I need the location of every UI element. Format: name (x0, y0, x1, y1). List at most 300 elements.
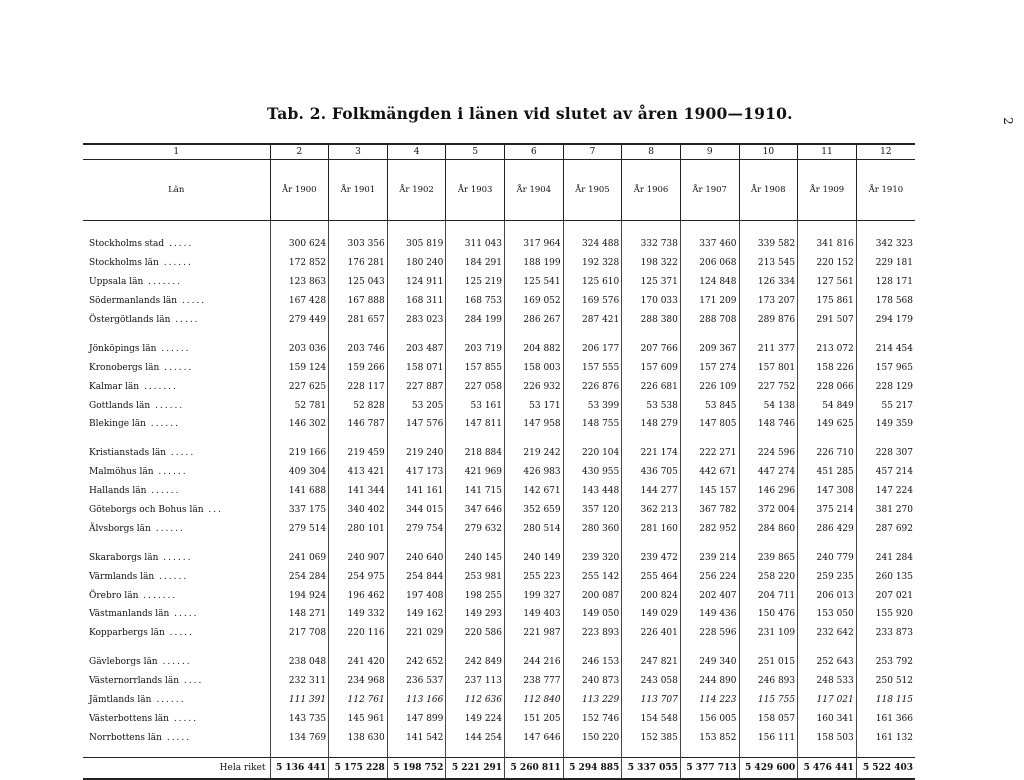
value-cell: 457 214 (856, 463, 915, 482)
value-cell: 150 220 (563, 728, 622, 747)
value-cell: 206 013 (798, 586, 857, 605)
value-cell: 158 226 (798, 358, 857, 377)
value-cell: 241 284 (856, 548, 915, 567)
value-cell: 220 152 (798, 254, 857, 273)
spacer-cell (270, 329, 329, 339)
value-cell: 249 340 (680, 653, 739, 672)
value-cell: 254 284 (270, 567, 329, 586)
value-cell: 220 586 (446, 624, 505, 643)
spacer-cell (505, 434, 564, 444)
value-cell: 246 153 (563, 653, 622, 672)
value-cell: 125 610 (563, 273, 622, 292)
spacer-cell (622, 643, 681, 653)
value-cell: 196 462 (329, 586, 388, 605)
value-cell: 148 271 (270, 605, 329, 624)
spacer-cell (680, 538, 739, 548)
spacer-cell (387, 434, 446, 444)
value-cell: 149 436 (680, 605, 739, 624)
group-spacer (83, 643, 915, 653)
value-cell: 199 327 (505, 586, 564, 605)
county-name-cell (83, 548, 270, 567)
total-value: 5 337 055 (622, 758, 681, 780)
spacer-cell (680, 643, 739, 653)
value-cell: 244 216 (505, 653, 564, 672)
value-cell: 149 625 (798, 415, 857, 434)
value-cell: 126 334 (739, 273, 798, 292)
spacer-cell (446, 538, 505, 548)
value-cell: 255 223 (505, 567, 564, 586)
value-cell: 239 472 (622, 548, 681, 567)
value-cell: 192 328 (563, 254, 622, 273)
value-cell: 217 708 (270, 624, 329, 643)
value-cell: 252 643 (798, 653, 857, 672)
value-cell: 147 958 (505, 415, 564, 434)
value-cell: 173 207 (739, 292, 798, 311)
value-cell: 149 029 (622, 605, 681, 624)
table-row (83, 548, 915, 567)
county-name-cell (83, 672, 270, 691)
value-cell: 159 266 (329, 358, 388, 377)
table-row (83, 728, 915, 747)
spacer-cell (83, 538, 270, 548)
county-name: Malmöhus län (89, 467, 154, 478)
value-cell: 203 036 (270, 339, 329, 358)
value-cell: 226 876 (563, 377, 622, 396)
value-cell: 159 124 (270, 358, 329, 377)
value-cell: 344 015 (387, 501, 446, 520)
value-cell: 243 058 (622, 672, 681, 691)
value-cell: 236 537 (387, 672, 446, 691)
value-cell: 169 576 (563, 292, 622, 311)
value-cell: 125 219 (446, 273, 505, 292)
value-cell: 332 738 (622, 235, 681, 254)
value-cell: 149 403 (505, 605, 564, 624)
spacer-cell (680, 221, 739, 236)
total-value: 5 377 713 (680, 758, 739, 780)
value-cell: 239 865 (739, 548, 798, 567)
county-name-cell (83, 273, 270, 292)
value-cell: 144 254 (446, 728, 505, 747)
value-cell: 256 224 (680, 567, 739, 586)
spacer-cell (505, 747, 564, 758)
value-cell: 222 271 (680, 444, 739, 463)
county-name: Stockholms stad (89, 239, 165, 250)
value-cell: 128 171 (856, 273, 915, 292)
spacer-cell (856, 434, 915, 444)
value-cell: 141 688 (270, 482, 329, 501)
value-cell: 53 171 (505, 396, 564, 415)
value-cell: 198 255 (446, 586, 505, 605)
value-cell: 220 116 (329, 624, 388, 643)
spacer-cell (329, 643, 388, 653)
county-name: Jämtlands län (89, 695, 152, 706)
value-cell: 241 420 (329, 653, 388, 672)
value-cell: 146 302 (270, 415, 329, 434)
spacer-cell (83, 643, 270, 653)
spacer-cell (446, 434, 505, 444)
total-value: 5 198 752 (387, 758, 446, 780)
column-header-row (83, 160, 915, 221)
table-row (83, 482, 915, 501)
value-cell: 184 291 (446, 254, 505, 273)
table-row (83, 605, 915, 624)
spacer-cell (270, 434, 329, 444)
county-name-cell (83, 728, 270, 747)
year-header: År 1906 (622, 160, 681, 221)
value-cell: 147 224 (856, 482, 915, 501)
column-number: 12 (856, 144, 915, 160)
value-cell: 286 429 (798, 519, 857, 538)
value-cell: 311 043 (446, 235, 505, 254)
value-cell: 53 161 (446, 396, 505, 415)
leader-dots: ....... (143, 277, 183, 288)
table-row (83, 396, 915, 415)
value-cell: 157 801 (739, 358, 798, 377)
value-cell: 228 117 (329, 377, 388, 396)
value-cell: 381 270 (856, 501, 915, 520)
county-name-cell (83, 653, 270, 672)
leader-dots: ..... (164, 628, 194, 639)
spacer-cell (270, 747, 329, 758)
county-name: Västernorrlands län (89, 676, 180, 687)
table-row (83, 377, 915, 396)
value-cell: 279 632 (446, 519, 505, 538)
value-cell: 229 181 (856, 254, 915, 273)
county-name-cell (83, 501, 270, 520)
county-name: Gottlands län (89, 400, 151, 411)
value-cell: 303 356 (329, 235, 388, 254)
value-cell: 134 769 (270, 728, 329, 747)
county-name: Göteborgs och Bohus län (89, 505, 204, 516)
spacer-cell (329, 747, 388, 758)
value-cell: 147 899 (387, 709, 446, 728)
county-name-cell (83, 519, 270, 538)
spacer-cell (446, 643, 505, 653)
total-value: 5 522 403 (856, 758, 915, 780)
table-body (83, 221, 915, 780)
leader-dots: ...... (158, 258, 193, 269)
value-cell: 219 240 (387, 444, 446, 463)
value-cell: 141 542 (387, 728, 446, 747)
value-cell: 305 819 (387, 235, 446, 254)
spacer-cell (329, 434, 388, 444)
spacer-cell (739, 329, 798, 339)
county-name-cell (83, 709, 270, 728)
value-cell: 280 101 (329, 519, 388, 538)
year-header: År 1903 (446, 160, 505, 221)
value-cell: 241 069 (270, 548, 329, 567)
spacer-cell (505, 643, 564, 653)
value-cell: 211 377 (739, 339, 798, 358)
county-name: Kopparbergs län (89, 628, 165, 639)
leader-dots: ..... (168, 713, 199, 724)
spacer-cell (270, 538, 329, 548)
value-cell: 221 174 (622, 444, 681, 463)
value-cell: 228 596 (680, 624, 739, 643)
column-number: 10 (739, 144, 798, 160)
value-cell: 138 630 (329, 728, 388, 747)
spacer-cell (856, 747, 915, 758)
value-cell: 254 975 (329, 567, 388, 586)
leader-dots: .... (179, 676, 204, 687)
value-cell: 175 861 (798, 292, 857, 311)
spacer-cell (856, 538, 915, 548)
spacer-cell (505, 221, 564, 236)
spacer-cell (563, 538, 622, 548)
spacer-cell (387, 329, 446, 339)
value-cell: 240 779 (798, 548, 857, 567)
value-cell: 156 005 (680, 709, 739, 728)
value-cell: 147 646 (505, 728, 564, 747)
value-cell: 289 876 (739, 311, 798, 330)
county-name-cell (83, 605, 270, 624)
value-cell: 451 285 (798, 463, 857, 482)
value-cell: 169 052 (505, 292, 564, 311)
leader-dots: ...... (150, 523, 185, 534)
county-name: Jönköpings län (89, 343, 157, 354)
county-name: Norrbottens län (89, 732, 162, 743)
value-cell: 287 421 (563, 311, 622, 330)
county-name: Blekinge län (89, 419, 146, 430)
value-cell: 147 576 (387, 415, 446, 434)
value-cell: 240 145 (446, 548, 505, 567)
spacer-cell (83, 747, 270, 758)
value-cell: 112 636 (446, 691, 505, 710)
column-number: 3 (329, 144, 388, 160)
value-cell: 113 229 (563, 691, 622, 710)
spacer-cell (739, 221, 798, 236)
value-cell: 117 021 (798, 691, 857, 710)
value-cell: 281 657 (329, 311, 388, 330)
value-cell: 151 205 (505, 709, 564, 728)
value-cell: 53 205 (387, 396, 446, 415)
spacer-cell (387, 747, 446, 758)
total-row (83, 758, 915, 780)
value-cell: 239 214 (680, 548, 739, 567)
spacer-cell (798, 434, 857, 444)
value-cell: 167 428 (270, 292, 329, 311)
value-cell: 232 642 (798, 624, 857, 643)
value-cell: 347 646 (446, 501, 505, 520)
value-cell: 284 199 (446, 311, 505, 330)
spacer-cell (622, 434, 681, 444)
value-cell: 157 274 (680, 358, 739, 377)
leader-dots: ..... (177, 296, 207, 307)
county-name-cell (83, 482, 270, 501)
column-number: 8 (622, 144, 681, 160)
county-name-cell (83, 567, 270, 586)
spacer-cell (563, 643, 622, 653)
leader-dots: ...... (154, 571, 189, 582)
county-name: Västmanlands län (89, 609, 170, 620)
value-cell: 228 066 (798, 377, 857, 396)
value-cell: 417 173 (387, 463, 446, 482)
value-cell: 227 752 (739, 377, 798, 396)
value-cell: 53 538 (622, 396, 681, 415)
value-cell: 357 120 (563, 501, 622, 520)
county-name: Västerbottens län (89, 713, 169, 724)
county-name: Örebro län (89, 590, 139, 601)
value-cell: 248 533 (798, 672, 857, 691)
spacer-cell (83, 221, 270, 236)
value-cell: 279 514 (270, 519, 329, 538)
value-cell: 141 344 (329, 482, 388, 501)
column-number: 2 (270, 144, 329, 160)
leader-dots: ....... (139, 381, 178, 392)
value-cell: 112 840 (505, 691, 564, 710)
value-cell: 53 399 (563, 396, 622, 415)
value-cell: 219 242 (505, 444, 564, 463)
value-cell: 233 873 (856, 624, 915, 643)
value-cell: 118 115 (856, 691, 915, 710)
value-cell: 340 402 (329, 501, 388, 520)
value-cell: 224 596 (739, 444, 798, 463)
spacer-cell (563, 329, 622, 339)
spacer-cell (329, 538, 388, 548)
value-cell: 124 911 (387, 273, 446, 292)
value-cell: 226 681 (622, 377, 681, 396)
table-row (83, 254, 915, 273)
spacer-cell (563, 747, 622, 758)
value-cell: 178 568 (856, 292, 915, 311)
spacer-cell (680, 329, 739, 339)
value-cell: 232 311 (270, 672, 329, 691)
spacer-cell (798, 538, 857, 548)
year-header: År 1904 (505, 160, 564, 221)
value-cell: 279 449 (270, 311, 329, 330)
spacer-cell (387, 221, 446, 236)
spacer-cell (387, 538, 446, 548)
value-cell: 112 761 (329, 691, 388, 710)
value-cell: 362 213 (622, 501, 681, 520)
column-number-row (83, 144, 915, 160)
table-row (83, 358, 915, 377)
value-cell: 157 855 (446, 358, 505, 377)
leader-dots: ..... (166, 448, 196, 459)
value-cell: 203 487 (387, 339, 446, 358)
value-cell: 430 955 (563, 463, 622, 482)
value-cell: 148 279 (622, 415, 681, 434)
county-header: Län (83, 160, 270, 221)
value-cell: 280 514 (505, 519, 564, 538)
value-cell: 168 311 (387, 292, 446, 311)
value-cell: 342 323 (856, 235, 915, 254)
county-name-cell (83, 235, 270, 254)
value-cell: 409 304 (270, 463, 329, 482)
total-value: 5 136 441 (270, 758, 329, 780)
value-cell: 254 844 (387, 567, 446, 586)
county-name: Gävleborgs län (89, 657, 158, 668)
spacer-cell (563, 434, 622, 444)
column-number: 5 (446, 144, 505, 160)
value-cell: 202 407 (680, 586, 739, 605)
year-header: År 1909 (798, 160, 857, 221)
value-cell: 240 149 (505, 548, 564, 567)
value-cell: 160 341 (798, 709, 857, 728)
spacer-cell (739, 434, 798, 444)
spacer-cell (856, 221, 915, 236)
value-cell: 287 692 (856, 519, 915, 538)
value-cell: 115 755 (739, 691, 798, 710)
value-cell: 123 863 (270, 273, 329, 292)
value-cell: 152 746 (563, 709, 622, 728)
value-cell: 149 359 (856, 415, 915, 434)
value-cell: 149 050 (563, 605, 622, 624)
spacer-cell (798, 221, 857, 236)
spacer-cell (446, 221, 505, 236)
spacer-cell (563, 221, 622, 236)
value-cell: 125 043 (329, 273, 388, 292)
value-cell: 284 860 (739, 519, 798, 538)
value-cell: 213 545 (739, 254, 798, 273)
value-cell: 143 448 (563, 482, 622, 501)
leader-dots: ...... (153, 467, 188, 478)
value-cell: 207 021 (856, 586, 915, 605)
value-cell: 337 175 (270, 501, 329, 520)
value-cell: 200 087 (563, 586, 622, 605)
value-cell: 149 293 (446, 605, 505, 624)
value-cell: 150 476 (739, 605, 798, 624)
value-cell: 197 408 (387, 586, 446, 605)
table-row (83, 709, 915, 728)
value-cell: 246 893 (739, 672, 798, 691)
year-header: År 1901 (329, 160, 388, 221)
column-number: 6 (505, 144, 564, 160)
county-name-cell (83, 358, 270, 377)
column-number: 9 (680, 144, 739, 160)
value-cell: 153 852 (680, 728, 739, 747)
value-cell: 352 659 (505, 501, 564, 520)
value-cell: 146 296 (739, 482, 798, 501)
total-label: Hela riket (83, 758, 270, 780)
table-row (83, 444, 915, 463)
spacer-cell (739, 643, 798, 653)
spacer-cell (680, 747, 739, 758)
county-name: Hallands län (89, 486, 147, 497)
county-name: Södermanlands län (89, 296, 177, 307)
value-cell: 144 277 (622, 482, 681, 501)
county-name: Kronobergs län (89, 362, 160, 373)
value-cell: 240 907 (329, 548, 388, 567)
year-header: År 1907 (680, 160, 739, 221)
table-row (83, 653, 915, 672)
spacer-cell (739, 538, 798, 548)
value-cell: 286 267 (505, 311, 564, 330)
value-cell: 227 887 (387, 377, 446, 396)
year-header: År 1905 (563, 160, 622, 221)
value-cell: 127 561 (798, 273, 857, 292)
value-cell: 111 391 (270, 691, 329, 710)
group-spacer (83, 329, 915, 339)
table-title: Tab. 2. Folkmängden i länen vid slutet av åren 1900—1910. (267, 104, 793, 123)
value-cell: 255 142 (563, 567, 622, 586)
leader-dots: ...... (145, 419, 180, 430)
county-name-cell (83, 444, 270, 463)
spacer-cell (739, 747, 798, 758)
group-spacer (83, 221, 915, 236)
value-cell: 203 719 (446, 339, 505, 358)
value-cell: 113 707 (622, 691, 681, 710)
value-cell: 240 640 (387, 548, 446, 567)
leader-dots: ...... (151, 695, 186, 706)
column-number: 1 (83, 144, 270, 160)
value-cell: 125 371 (622, 273, 681, 292)
leader-dots: ...... (157, 657, 192, 668)
value-cell: 238 048 (270, 653, 329, 672)
value-cell: 167 888 (329, 292, 388, 311)
value-cell: 375 214 (798, 501, 857, 520)
spacer-cell (856, 643, 915, 653)
